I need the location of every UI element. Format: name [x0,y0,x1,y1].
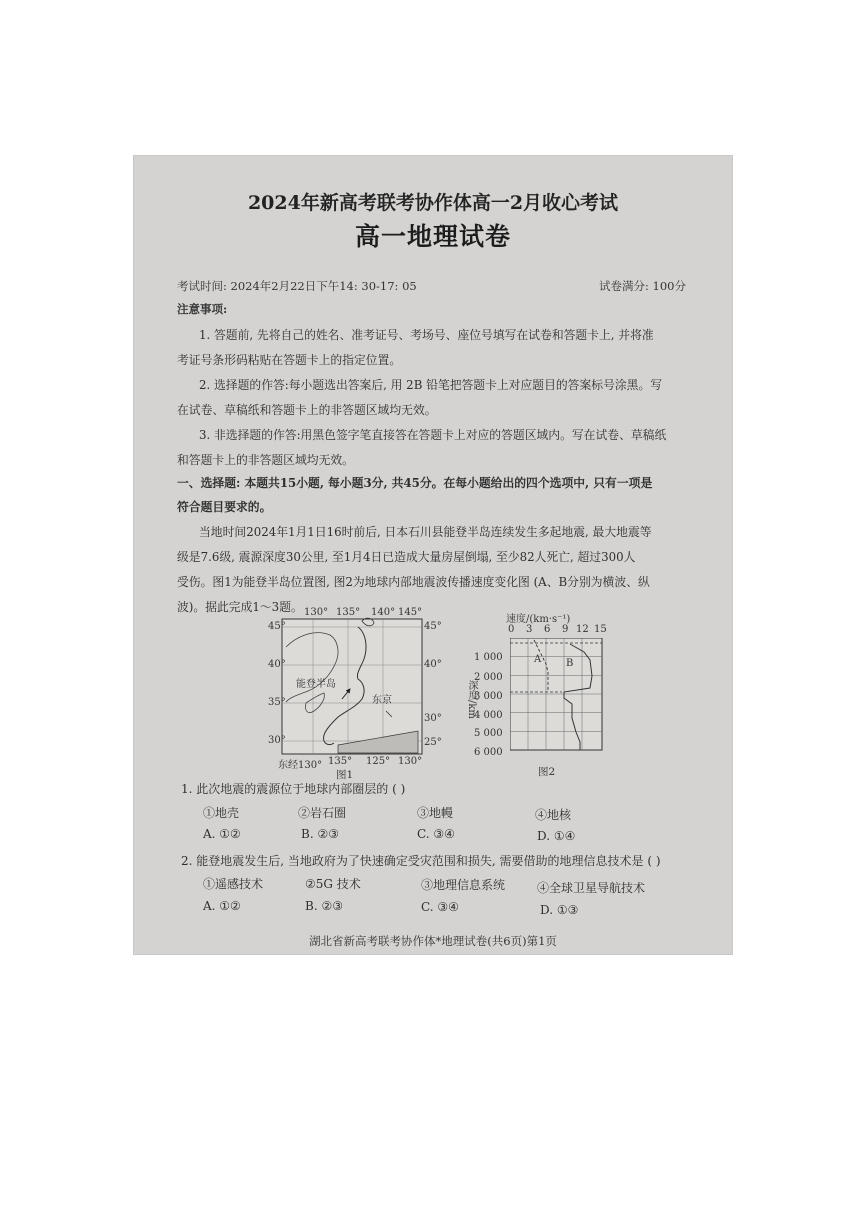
q1-choice-1: ①地壳 [203,806,240,820]
q1-choice-3: ③地幔 [417,806,454,820]
map-lat-left-2: 40° [268,659,286,670]
q1-option-d: D. ①④ [537,829,576,843]
map-lat-left-1: 45° [268,621,286,632]
chart-plot [510,638,606,754]
subject-title: 高一地理试卷 [354,222,511,251]
chart-x-tick-0: 0 [508,624,515,635]
notes-heading: 注意事项: [177,302,228,316]
chart-x-tick-12: 12 [576,624,589,635]
q2-stem: 2. 能登地震发生后, 当地政府为了快速确定受灾范围和损失, 需要借助的地理信息技术是 ( ) [181,854,661,868]
note-2a: 2. 选择题的作答:每小题选出答案后, 用 2B 铅笔把答题卡上对应题目的答案标号涂黑。写 [199,378,663,392]
q2-choice-4: ④全球卫星导航技术 [537,881,646,895]
chart-y-title: 深度/km [466,680,477,719]
q1-choice-4: ④地核 [535,808,572,822]
section1-heading-a: 一、选择题: 本题共15小题, 每小题3分, 共45分。在每小题给出的四个选项中, 只有一项是 [177,476,653,490]
q2-option-d: D. ①③ [540,903,579,917]
chart-y-tick-6000: 6 000 [474,747,503,758]
map-lat-right-1: 45° [424,621,442,632]
exam-title: 2024年新高考联考协作体高一2月收心考试 [247,192,619,214]
map-label-tokyo: 东京 [372,695,392,706]
map-lon-bottom-3: 125° [366,756,391,767]
q2-option-a: A. ①② [203,899,241,913]
chart-y-tick-1000: 1 000 [474,652,503,663]
note-1b: 考证号条形码粘贴在答题卡上的指定位置。 [177,353,402,367]
map-lon-top-4: 145° [398,607,423,618]
page-footer: 湖北省新高考联考协作体*地理试卷(共6页)第1页 [309,934,557,948]
chart-x-tick-9: 9 [562,624,569,635]
note-3a: 3. 非选择题的作答:用黑色签字笔直接答在答题卡上对应的答题区域内。写在试卷、草稿纸 [199,428,667,442]
q2-choice-3: ③地理信息系统 [421,878,506,892]
exam-time: 考试时间: 2024年2月22日下午14: 30-17: 05 [177,279,417,293]
chart-x-tick-15: 15 [594,624,607,635]
q2-option-c: C. ③④ [421,900,459,914]
map-lon-bottom-4: 130° [398,756,423,767]
passage-line-3: 受伤。图1为能登半岛位置图, 图2为地球内部地震波传播速度变化图 (A、B分别为横波、纵 [177,575,650,589]
note-2b: 在试卷、草稿纸和答题卡上的非答题区域均无效。 [177,403,437,417]
map-lon-bottom-2: 135° [328,756,353,767]
figure2-chart [466,610,618,778]
map-lat-right-3: 30° [424,713,442,724]
chart-y-tick-5000: 5 000 [474,728,503,739]
note-3b: 和答题卡上的非答题区域均无效。 [177,453,354,467]
figure1-caption: 图1 [336,769,354,781]
map-graphic [268,607,438,779]
map-lon-top-2: 135° [336,607,361,618]
map-lat-left-4: 30° [268,735,286,746]
q2-option-b: B. ②③ [305,899,343,913]
passage-line-4: 波)。据此完成1～3题。 [177,600,303,614]
passage-line-2: 级是7.6级, 震源深度30公里, 至1月4日已造成大量房屋倒塌, 至少82人死亡, 超过300人 [177,550,636,564]
map-lat-right-4: 25° [424,737,442,748]
passage-line-1: 当地时间2024年1月1日16时前后, 日本石川县能登半岛连续发生多起地震, 最大地震等 [199,525,652,539]
chart-x-title: 速度/(km·s⁻¹) [506,614,571,625]
map-lon-bottom-1: 东经130° [278,760,323,771]
figure1-map [268,607,442,781]
chart-label-a: A [534,654,542,665]
q2-choice-2: ②5G 技术 [305,877,361,891]
q1-stem: 1. 此次地震的震源位于地球内部圈层的 ( ) [181,782,406,796]
note-1a: 1. 答题前, 先将自己的姓名、准考证号、考场号、座位号填写在试卷和答题卡上, 并将准 [199,328,654,342]
map-lon-top-1: 130° [304,607,329,618]
full-score: 试卷满分: 100分 [599,279,686,293]
q2-choice-1: ①遥感技术 [203,877,264,891]
map-lat-right-2: 40° [424,659,442,670]
chart-y-tick-4000: 4 000 [474,710,503,721]
figure2-caption: 图2 [538,766,556,778]
q1-choice-2: ②岩石圈 [298,806,347,820]
chart-y-tick-3000: 3 000 [474,691,503,702]
map-lon-top-3: 140° [371,607,396,618]
exam-page [133,155,733,955]
chart-y-tick-2000: 2 000 [474,672,503,683]
map-lat-left-3: 35° [268,697,286,708]
chart-x-tick-3: 3 [526,624,533,635]
q1-option-b: B. ②③ [301,827,339,841]
q1-option-a: A. ①② [203,827,241,841]
map-label-noto: 能登半岛 [296,679,336,690]
q1-option-c: C. ③④ [417,827,455,841]
chart-label-b: B [566,658,574,669]
chart-x-tick-6: 6 [544,624,551,635]
section1-heading-b: 符合题目要求的。 [177,500,272,514]
